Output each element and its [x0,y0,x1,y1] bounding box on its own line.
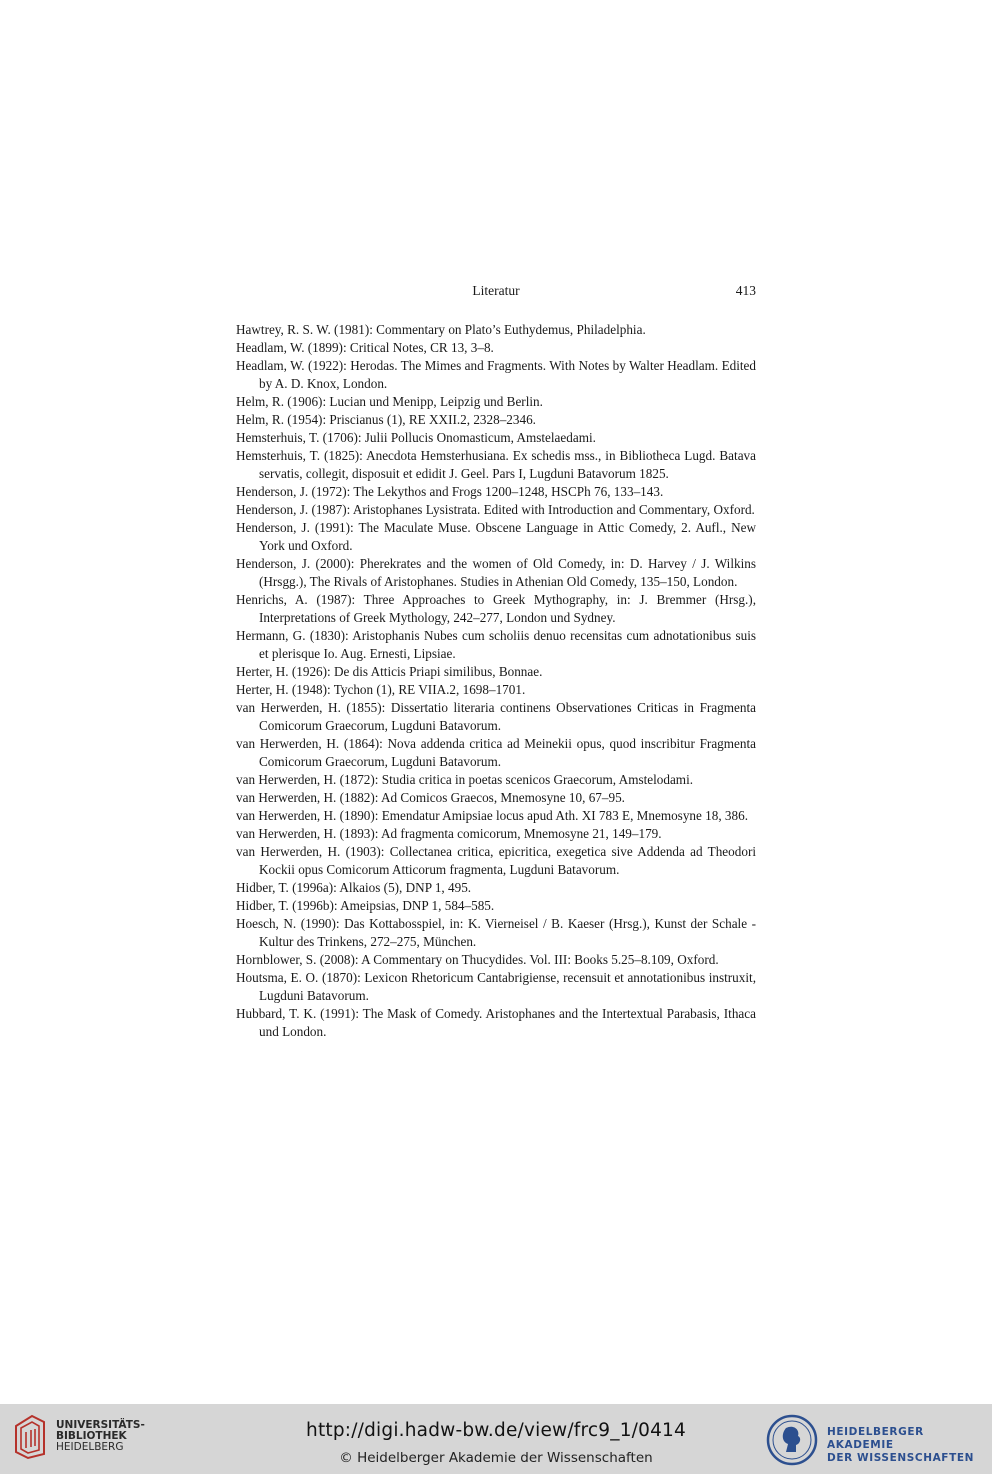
academy-name-line1: HEIDELBERGER AKADEMIE [827,1426,924,1451]
bibliography-entry: Helm, R. (1906): Lucian und Menipp, Leipzig und Berlin. [236,394,543,409]
academy-seal-icon [766,1414,818,1466]
bibliography-entry: Henderson, J. (1972): The Lekythos and Frogs 1200–1248, HSCPh 76, 133–143. [236,484,664,499]
bibliography-entry: Headlam, W. (1899): Critical Notes, CR 13, 3–8. [236,340,494,355]
bibliography-entry: Hawtrey, R. S. W. (1981): Commentary on Plato’s Euthydemus, Philadelphia. [236,322,646,337]
bibliography-entry: van Herwerden, H. (1890): Emendatur Amipsiae locus apud Ath. XI 783 E, Mnemosyne 18, 386. [236,808,749,823]
academy-name-line2: DER WISSENSCHAFTEN [827,1452,975,1464]
library-name-line2: BIBLIOTHEK [56,1430,127,1442]
bibliography-entry: Hornblower, S. (2008): A Commentary on Thucydides. Vol. III: Books 5.25–8.109, Oxford. [236,952,719,967]
bibliography-entry: van Herwerden, H. (1903): Collectanea critica, epicritica, exegetica sive Addenda ad Theodori Kockii opus Comicorum Atticorum fragmenta, Lugduni Batavorum. [236,844,756,877]
running-title: Literatur [472,283,520,298]
bibliography-entry: van Herwerden, H. (1882): Ad Comicos Graecos, Mnemosyne 10, 67–95. [236,790,625,805]
bibliography-entry: van Herwerden, H. (1864): Nova addenda critica ad Meinekii opus, quod inscribitur Fragmenta Comicorum Graecorum, Lugduni Batavorum. [236,736,756,769]
bibliography-list [236,321,756,1041]
library-city: HEIDELBERG [56,1441,124,1453]
library-name-line1: UNIVERSITÄTS- [56,1419,145,1431]
bibliography-entry: Hubbard, T. K. (1991): The Mask of Comedy. Aristophanes and the Intertextual Parabasis, Ithaca und London. [236,1006,756,1039]
bibliography-entry: Herter, H. (1926): De dis Atticis Priapi similibus, Bonnae. [236,664,543,679]
bibliography-entry: van Herwerden, H. (1893): Ad fragmenta comicorum, Mnemosyne 21, 149–179. [236,826,662,841]
bibliography-entry: van Herwerden, H. (1872): Studia critica in poetas scenicos Graecorum, Amstelodami. [236,772,694,787]
bibliography-entry: Henderson, J. (1987): Aristophanes Lysistrata. Edited with Introduction and Commentary, Oxford. [236,502,755,517]
copyright-notice: © Heidelberger Akademie der Wissenschaften [339,1450,653,1466]
bibliography-entry: Hidber, T. (1996a): Alkaios (5), DNP 1, 495. [236,880,472,895]
bibliography-entry: Helm, R. (1954): Priscianus (1), RE XXII.2, 2328–2346. [236,412,536,427]
bibliography-entry: Hidber, T. (1996b): Ameipsias, DNP 1, 584–585. [236,898,495,913]
bibliography-entry: Herter, H. (1948): Tychon (1), RE VIIA.2, 1698–1701. [236,682,526,697]
academy-name [827,1426,992,1465]
bibliography-entry: Houtsma, E. O. (1870): Lexicon Rhetoricum Cantabrigiense, recensuit et annotationibus instruxit, Lugduni Batavorum. [236,970,756,1003]
page-number: 413 [735,283,756,298]
bibliography-entry: Hermann, G. (1830): Aristophanis Nubes cum scholiis denuo recensitas cum adnotationibus suis et plerisque Io. Aug. Ernesti, Lipsiae. [236,628,756,661]
bibliography-entry: Henderson, J. (1991): The Maculate Muse. Obscene Language in Attic Comedy, 2. Aufl., New York und Oxford. [236,520,756,553]
running-head [236,283,756,303]
bibliography-entry: Henrichs, A. (1987): Three Approaches to Greek Mythography, in: J. Bremmer (Hrsg.), Interpretations of Greek Mythology, 242–277, London und Sydney. [236,592,756,625]
bibliography-entry: Hoesch, N. (1990): Das Kottabosspiel, in: K. Vierneisel / B. Kaeser (Hrsg.), Kunst der Schale - Kultur des Trinkens, 272–275, München. [236,916,756,949]
bibliography-entry: Henderson, J. (2000): Pherekrates and the women of Old Comedy, in: D. Harvey / J. Wilkins (Hrsgg.), The Rivals of Aristophanes. Studies in Athenian Old Comedy, 135–150, London. [236,556,756,589]
permalink-url[interactable]: http://digi.hadw-bw.de/view/frc9_1/0414 [306,1420,686,1441]
footer-bar [0,1404,992,1474]
bibliography-entry: van Herwerden, H. (1855): Dissertatio literaria continens Observationes Criticas in Fragmenta Comicorum Graecorum, Lugduni Batavorum. [236,700,756,733]
bibliography-entry: Hemsterhuis, T. (1706): Julii Pollucis Onomasticum, Amstelaedami. [236,430,596,445]
bibliography-entry: Headlam, W. (1922): Herodas. The Mimes and Fragments. With Notes by Walter Headlam. Edited by A. D. Knox, London. [236,358,756,391]
bibliography-entry: Hemsterhuis, T. (1825): Anecdota Hemsterhusiana. Ex schedis mss., in Bibliotheca Lugd. Batava servatis, collegit, disposuit et edidit J. Geel. Pars I, Lugduni Batavorum 1825. [236,448,756,481]
